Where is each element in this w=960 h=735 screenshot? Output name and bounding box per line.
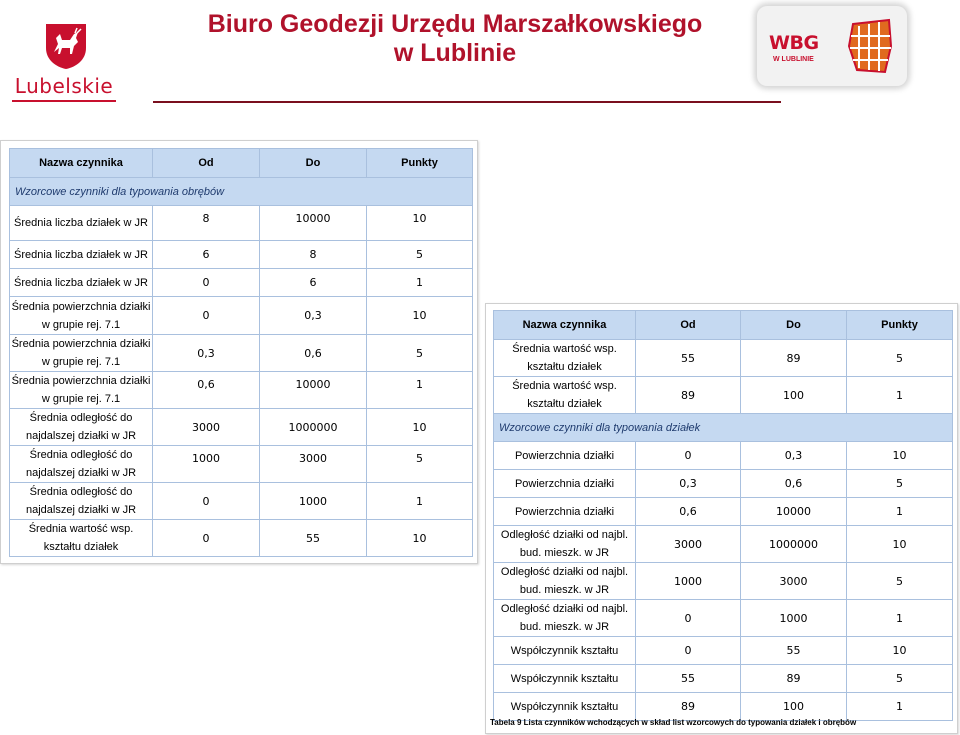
cell-punkty: 10	[847, 526, 953, 563]
table-left-header-row	[10, 149, 473, 178]
wbg-logo-subtext: W LUBLINIE	[773, 56, 814, 63]
cell-od: 0	[153, 483, 260, 520]
section-label: Wzorcowe czynniki dla typowania obrębów	[10, 178, 473, 206]
cell-od: 0	[153, 297, 260, 335]
cell-punkty: 5	[847, 665, 953, 693]
cell-od: 0	[153, 269, 260, 297]
table-row	[10, 297, 473, 335]
cell-punkty: 10	[367, 206, 473, 241]
cell-od: 0	[636, 637, 741, 665]
table-row	[10, 446, 473, 483]
table-row	[494, 442, 953, 470]
table-right-section-row	[494, 414, 953, 442]
cell-punkty: 10	[367, 409, 473, 446]
cell-od: 89	[636, 693, 741, 721]
cell-punkty: 10	[847, 637, 953, 665]
cell-punkty: 1	[367, 372, 473, 409]
cell-od: 0	[153, 520, 260, 557]
cell-name: Współczynnik kształtu	[494, 693, 636, 721]
lubelskie-text: Lubelskie	[14, 74, 114, 98]
cell-od: 0	[636, 442, 741, 470]
table-row	[494, 600, 953, 637]
table-row	[494, 526, 953, 563]
table-row	[494, 340, 953, 377]
table-row	[494, 377, 953, 414]
table-row	[494, 665, 953, 693]
col-header-name: Nazwa czynnika	[10, 149, 153, 178]
col-header-do: Do	[741, 311, 847, 340]
cell-do: 3000	[260, 446, 367, 483]
wbg-map-icon	[845, 16, 895, 76]
cell-punkty: 5	[847, 470, 953, 498]
table-row	[494, 498, 953, 526]
cell-punkty: 1	[847, 377, 953, 414]
page-title	[150, 10, 760, 68]
table-row	[10, 269, 473, 297]
cell-do: 6	[260, 269, 367, 297]
col-header-od: Od	[636, 311, 741, 340]
cell-punkty: 5	[367, 446, 473, 483]
title-line-2: w Lublinie	[393, 39, 517, 67]
cell-name: Średnia wartość wsp. kształtu działek	[494, 340, 636, 377]
cell-od: 0,6	[153, 372, 260, 409]
table-row	[10, 335, 473, 372]
cell-do: 8	[260, 241, 367, 269]
cell-do: 0,3	[741, 442, 847, 470]
table-right-header-row	[494, 311, 953, 340]
cell-name: Średnia odległość do najdalszej działki w JR	[10, 446, 153, 483]
deer-shield-icon	[44, 22, 88, 70]
table-row	[494, 470, 953, 498]
cell-do: 0,3	[260, 297, 367, 335]
cell-name: Współczynnik kształtu	[494, 665, 636, 693]
cell-do: 1000000	[260, 409, 367, 446]
cell-do: 10000	[260, 372, 367, 409]
cell-do: 89	[741, 665, 847, 693]
wbg-logo	[757, 6, 907, 86]
cell-name: Średnia powierzchnia działki w grupie rej. 7.1	[10, 335, 153, 372]
table-row	[10, 409, 473, 446]
col-header-punkty: Punkty	[847, 311, 953, 340]
col-header-name: Nazwa czynnika	[494, 311, 636, 340]
cell-punkty: 5	[847, 340, 953, 377]
title-divider	[153, 101, 781, 103]
wbg-logo-text: WBG	[769, 32, 819, 54]
table-right-panel	[485, 303, 958, 734]
cell-name: Średnia wartość wsp. kształtu działek	[494, 377, 636, 414]
table-left-panel	[0, 140, 478, 564]
cell-do: 1000	[741, 600, 847, 637]
cell-punkty: 5	[847, 563, 953, 600]
table-left	[9, 148, 473, 557]
cell-od: 3000	[153, 409, 260, 446]
cell-od: 0	[636, 600, 741, 637]
cell-do: 10000	[260, 206, 367, 241]
cell-punkty: 1	[847, 693, 953, 721]
title-line-1: Biuro Geodezji Urzędu Marszałkowskiego	[207, 10, 703, 38]
cell-name: Średnia liczba działek w JR	[10, 269, 153, 297]
cell-od: 8	[153, 206, 260, 241]
logo-underline	[12, 100, 116, 102]
cell-punkty: 1	[847, 600, 953, 637]
cell-od: 55	[636, 340, 741, 377]
cell-do: 1000	[260, 483, 367, 520]
cell-punkty: 1	[847, 498, 953, 526]
table-row	[494, 563, 953, 600]
cell-name: Średnia liczba działek w JR	[10, 241, 153, 269]
cell-do: 0,6	[260, 335, 367, 372]
cell-name: Odległość działki od najbl. bud. mieszk. w JR	[494, 526, 636, 563]
cell-name: Powierzchnia działki	[494, 498, 636, 526]
lubelskie-logo	[10, 22, 118, 102]
table-row	[10, 372, 473, 409]
cell-punkty: 10	[367, 297, 473, 335]
cell-name: Odległość działki od najbl. bud. mieszk. w JR	[494, 563, 636, 600]
table-row	[10, 520, 473, 557]
cell-do: 89	[741, 340, 847, 377]
cell-od: 1000	[636, 563, 741, 600]
cell-od: 0,6	[636, 498, 741, 526]
cell-od: 3000	[636, 526, 741, 563]
cell-od: 6	[153, 241, 260, 269]
table-caption: Tabela 9 Lista czynników wchodzących w skład list wzorcowych do typowania działek i obrębów	[490, 718, 857, 727]
cell-name: Współczynnik kształtu	[494, 637, 636, 665]
cell-punkty: 1	[367, 269, 473, 297]
cell-name: Powierzchnia działki	[494, 470, 636, 498]
cell-name: Średnia powierzchnia działki w grupie rej. 7.1	[10, 297, 153, 335]
cell-do: 100	[741, 377, 847, 414]
cell-name: Średnia wartość wsp. kształtu działek	[10, 520, 153, 557]
table-row	[494, 637, 953, 665]
cell-do: 100	[741, 693, 847, 721]
table-row	[10, 483, 473, 520]
table-right	[493, 310, 953, 721]
cell-od: 89	[636, 377, 741, 414]
cell-od: 55	[636, 665, 741, 693]
cell-do: 55	[260, 520, 367, 557]
cell-punkty: 5	[367, 241, 473, 269]
cell-name: Średnia powierzchnia działki w grupie rej. 7.1	[10, 372, 153, 409]
cell-punkty: 1	[367, 483, 473, 520]
table-row	[10, 206, 473, 241]
col-header-do: Do	[260, 149, 367, 178]
cell-punkty: 10	[847, 442, 953, 470]
cell-name: Odległość działki od najbl. bud. mieszk. w JR	[494, 600, 636, 637]
cell-od: 0,3	[636, 470, 741, 498]
cell-punkty: 10	[367, 520, 473, 557]
col-header-od: Od	[153, 149, 260, 178]
cell-od: 1000	[153, 446, 260, 483]
col-header-punkty: Punkty	[367, 149, 473, 178]
table-row	[10, 241, 473, 269]
cell-name: Średnia odległość do najdalszej działki w JR	[10, 409, 153, 446]
cell-do: 55	[741, 637, 847, 665]
cell-do: 1000000	[741, 526, 847, 563]
cell-od: 0,3	[153, 335, 260, 372]
cell-do: 10000	[741, 498, 847, 526]
table-left-section-row	[10, 178, 473, 206]
cell-name: Średnia liczba działek w JR	[10, 206, 153, 241]
cell-punkty: 5	[367, 335, 473, 372]
cell-do: 3000	[741, 563, 847, 600]
cell-name: Powierzchnia działki	[494, 442, 636, 470]
section-label: Wzorcowe czynniki dla typowania działek	[494, 414, 953, 442]
cell-name: Średnia odległość do najdalszej działki w JR	[10, 483, 153, 520]
cell-do: 0,6	[741, 470, 847, 498]
table-row	[494, 693, 953, 721]
